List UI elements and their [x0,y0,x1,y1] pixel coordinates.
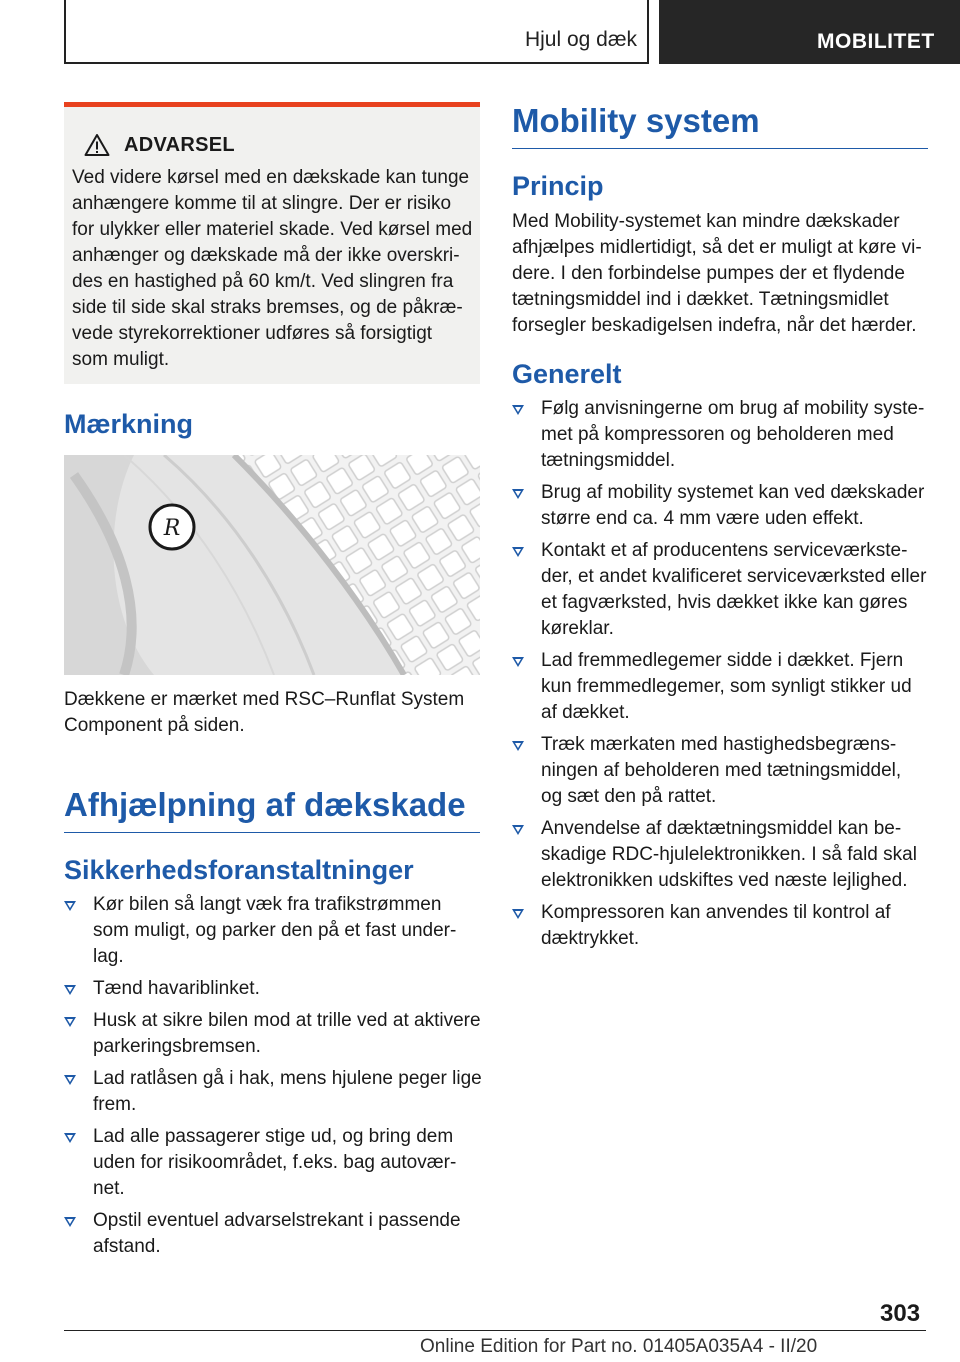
list-item [64,1008,484,1060]
list-item-line: Tænd havariblinket. [93,978,260,999]
list-item-line: ningen af beholderen med tætningsmiddel, [541,760,902,781]
list-item [512,816,937,894]
list-item [512,732,937,810]
list-item-line: af dækket. [541,702,630,723]
list-item-line: Kontakt et af producentens serviceværkste‐ [541,540,908,561]
list-item-line: parkeringsbremsen. [93,1036,261,1057]
list-item [512,396,937,474]
warning-triangle-icon [84,133,110,157]
principle-line: Med Mobility-systemet kan mindre dækskader [512,211,900,232]
warning-line: Ved videre kørsel med en dækskade kan tunge [72,167,470,188]
list-item-line: dæktrykket. [541,928,640,949]
list-item-line: der, et andet kvalificeret serviceværksted eller [541,566,927,587]
list-item-line: Lad fremmedlegemer sidde i dækket. Fjern [541,650,904,671]
warning-line: som muligt. [72,349,170,370]
list-item [64,976,484,1002]
triangle-bullet-icon [512,657,524,667]
triangle-bullet-icon [512,825,524,835]
page-number: 303 [880,1300,921,1327]
triangle-bullet-icon [64,1017,76,1027]
header-chapter-tab [659,0,960,64]
list-item-line: lag. [93,946,124,967]
list-item-line: Husk at sikre bilen mod at trille ved at aktivere [93,1010,481,1031]
footer-divider [64,1330,926,1331]
triangle-bullet-icon [64,901,76,911]
triangle-bullet-icon [512,405,524,415]
list-item-line: køreklar. [541,618,614,639]
list-item [64,1208,484,1260]
list-item [64,1066,484,1118]
warning-line: for ulykker eller materiel skade. Ved kørsel med [72,219,473,240]
warning-box [64,102,480,384]
warning-line: anhængere komme til at slingre. Der er risiko [72,193,452,214]
list-item-line: Lad alle passagerer stige ud, og bring dem [93,1126,454,1147]
list-item [512,480,937,532]
list-item-line: net. [93,1178,125,1199]
list-item-line: uden for risikoområdet, f.eks. bag autovær‐ [93,1152,457,1173]
list-item-line: met på kompressoren og beholderen med [541,424,894,445]
triangle-bullet-icon [512,547,524,557]
marking-caption [64,687,464,739]
list-item-line: Opstil eventuel advarselstrekant i passende [93,1210,461,1231]
svg-text:R: R [163,516,181,541]
list-item-line: Anvendelse af dæktætningsmiddel kan be‐ [541,818,902,839]
list-item-line: kun fremmedlegemer, som synligt stikker ud [541,676,912,697]
warning-line: vede styrekorrektioner udføres så forsigtigt [72,323,433,344]
list-item-line: elektronikken udskiftes ved næste lejlighed. [541,870,908,891]
general-heading: Generelt [512,359,622,389]
list-item-line: skadige RDC-hjulelektronikken. I så fald skal [541,844,917,865]
principle-line: afhjælpes midlertidigt, så det er muligt at køre vi‐ [512,237,922,258]
footer-edition: Online Edition for Part no. 01405A035A4 - II/20 [420,1336,818,1357]
triangle-bullet-icon [64,1133,76,1143]
triangle-bullet-icon [512,489,524,499]
list-item-line: frem. [93,1094,137,1115]
list-item-line: større end ca. 4 mm være uden effekt. [541,508,864,529]
list-item-line: et fagværksted, hvis dækket ikke kan gøres [541,592,908,613]
triangle-bullet-icon [64,1217,76,1227]
warning-title-row [84,133,235,157]
warning-line: anhænger og dækskade må der ikke overskri‐ [72,245,460,266]
safety-list [64,892,484,1266]
list-item-line: Kompressoren kan anvendes til kontrol af [541,902,891,923]
list-item-line: og sæt den på rattet. [541,786,717,807]
warning-line: des en hastighed på 60 km/t. Ved slingren fra [72,271,454,292]
caption-line: Dækkene er mærket med RSC–Runflat System [64,689,465,710]
list-item [512,900,937,952]
marking-heading: Mærkning [64,409,194,439]
principle-heading: Princip [512,171,604,201]
header-section-tab [64,0,649,64]
principle-line: forsegler beskadigelsen indefra, når det hærder. [512,315,917,336]
safety-subheading: Sikkerhedsforanstaltninger [64,855,414,885]
header-section-title: Hjul og dæk [524,28,637,51]
damage-heading: Afhjælpning af dækskade [64,786,480,833]
triangle-bullet-icon [512,909,524,919]
caption-line: Component på siden. [64,715,245,736]
list-item [64,892,484,970]
list-item-line: Lad ratlåsen gå i hak, mens hjulene peger lige [93,1068,482,1089]
list-item [512,648,937,726]
list-item-line: tætningsmiddel. [541,450,676,471]
warning-line: side til side skal straks bremses, og de påkræ‐ [72,297,463,318]
triangle-bullet-icon [512,741,524,751]
triangle-bullet-icon [64,1075,76,1085]
principle-line: dere. I den forbindelse pumpes der et flydende [512,263,905,284]
list-item-line: som muligt, og parker den på et fast under‐ [93,920,457,941]
list-item-line: Brug af mobility systemet kan ved dækskader [541,482,925,503]
principle-text [512,209,922,339]
header-chapter-title: MOBILITET [817,30,935,53]
warning-text [72,165,476,373]
list-item [512,538,937,642]
warning-title: ADVARSEL [124,133,235,156]
principle-line: tætningsmiddel ind i dækket. Tætningsmidlet [512,289,889,310]
list-item-line: Kør bilen så langt væk fra trafikstrømmen [93,894,442,915]
list-item [64,1124,484,1202]
general-list [512,396,937,958]
tire-rsc-marking-illustration [64,455,480,675]
triangle-bullet-icon [64,985,76,995]
list-item-line: Følg anvisningerne om brug af mobility syste‐ [541,398,925,419]
mobility-heading: Mobility system [512,102,928,149]
list-item-line: Træk mærkaten med hastighedsbegræns‐ [541,734,897,755]
list-item-line: afstand. [93,1236,161,1257]
